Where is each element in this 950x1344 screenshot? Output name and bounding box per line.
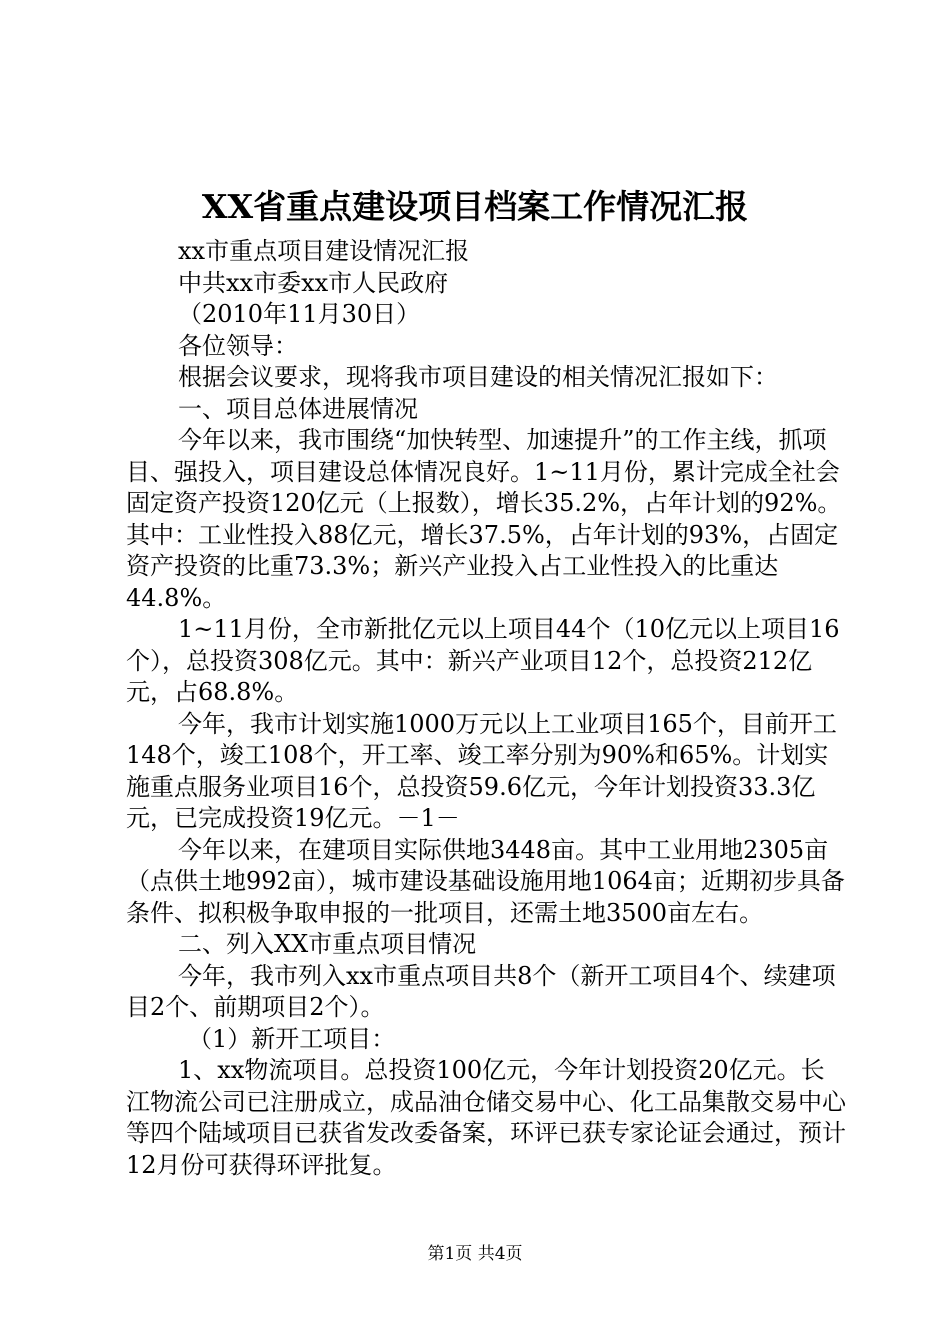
sub-heading-new-projects: （1）新开工项目： <box>188 1024 396 1053</box>
section-heading-1: 一、项目总体进展情况 <box>178 394 418 423</box>
paragraph-date: （2010年11月30日） <box>178 300 421 328</box>
paragraph-body: 今年以来，我市围绕“加快转型、加速提升”的工作主线，抓项目、强投入，项目建设总体情况良好。1~11月份，累计完成全社会固定资产投资120亿元（上报数），增长35.2%，占年计划的92%。其中：工业性投入88亿元，增长37.5%，占年计划的93%，占固定资产投资的比重73.3%；新兴产业投入占工业性投入的比重达44.8%。 <box>126 426 842 612</box>
paragraph-body: 今年，我市列入xx市重点项目共8个（新开工项目4个、续建项目2个、前期项目2个）。 <box>126 961 836 1021</box>
paragraph-issuer: 中共xx市委xx市人民政府 <box>178 268 449 297</box>
document-body <box>126 236 846 1181</box>
paragraph-body: 今年，我市计划实施1000万元以上工业项目165个，目前开工148个，竣工108个，开工率、竣工率分别为90%和65%。计划实施重点服务业项目16个，总投资59.6亿元，今年计划投资33.3亿元，已完成投资19亿元。－1－ <box>126 709 837 832</box>
document-title: XX省重点建设项目档案工作情况汇报 <box>201 187 749 226</box>
paragraph-subtitle: xx市重点项目建设情况汇报 <box>178 237 470 265</box>
section-heading-2: 二、列入XX市重点项目情况 <box>178 930 477 958</box>
paragraph-intro: 根据会议要求，现将我市项目建设的相关情况汇报如下： <box>178 363 778 391</box>
paragraph-body: 1~11月份，全市新批亿元以上项目44个（10亿元以上项目16个），总投资308亿元。其中：新兴产业项目12个，总投资212亿元，占68.8%。 <box>126 615 840 706</box>
paragraph-body: 今年以来，在建项目实际供地3448亩。其中工业用地2305亩（点供土地992亩），城市建设基础设施用地1064亩；近期初步具备条件、拟积极争取申报的一批项目，还需土地3500亩左右。 <box>126 835 845 927</box>
paragraph-body: 1、xx物流项目。总投资100亿元，今年计划投资20亿元。长江物流公司已注册成立，成品油仓储交易中心、化工品集散交易中心等四个陆域项目已获省发改委备案，环评已获专家论证会通过，预计12月份可获得环评批复。 <box>126 1056 846 1179</box>
page-footer: 第1页 共4页 <box>427 1244 523 1264</box>
paragraph-salutation: 各位领导： <box>178 331 298 360</box>
